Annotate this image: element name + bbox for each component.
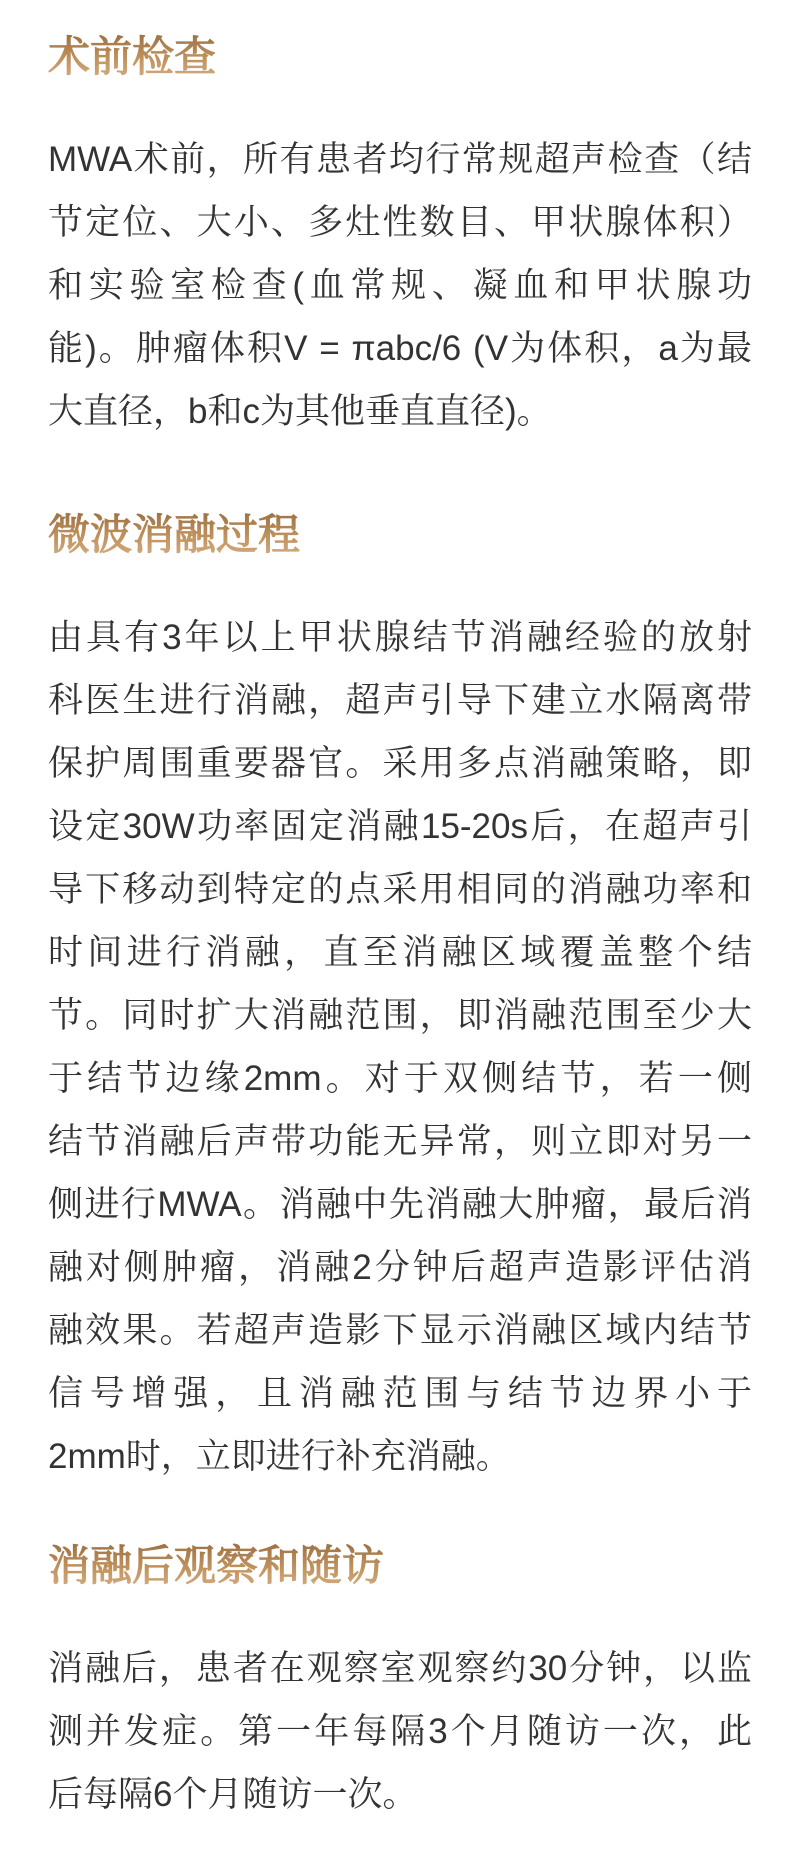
paragraph-line: MWA术前，所有患者均行常规超声检查（结 xyxy=(48,140,752,179)
paragraph-line: 设定30W功率固定消融15-20s后，在超声引 xyxy=(48,807,752,846)
section-paragraph-mwa-process xyxy=(48,606,752,1488)
paragraph-line: 结节消融后声带功能无异常，则立即对另一 xyxy=(48,1122,752,1161)
paragraph-line: 节。同时扩大消融范围，即消融范围至少大 xyxy=(48,996,752,1035)
section-paragraph-post-ablation-followup xyxy=(48,1637,752,1826)
paragraph-line: 大直径，b和c为其他垂直直径)。 xyxy=(48,392,552,431)
paragraph-line: 能)。肿瘤体积V = πabc/6 (V为体积，a为最 xyxy=(48,329,752,368)
paragraph-line: 导下移动到特定的点采用相同的消融功率和 xyxy=(48,870,752,909)
paragraph-line: 于结节边缘2mm。对于双侧结节，若一侧 xyxy=(48,1059,752,1098)
paragraph-line: 侧进行MWA。消融中先消融大肿瘤，最后消 xyxy=(48,1185,752,1224)
paragraph-line: 节定位、大小、多灶性数目、甲状腺体积） xyxy=(48,203,752,242)
paragraph-line: 融对侧肿瘤，消融2分钟后超声造影评估消 xyxy=(48,1248,752,1287)
article-content xyxy=(48,34,752,1826)
section-paragraph-preop-exam xyxy=(48,128,752,443)
paragraph-line: 消融后，患者在观察室观察约30分钟，以监 xyxy=(48,1649,752,1688)
paragraph-line: 时间进行消融，直至消融区域覆盖整个结 xyxy=(48,933,752,972)
paragraph-line: 和实验室检查(血常规、凝血和甲状腺功 xyxy=(48,266,752,305)
paragraph-line: 后每隔6个月随访一次。 xyxy=(48,1775,418,1814)
paragraph-line: 科医生进行消融，超声引导下建立水隔离带 xyxy=(48,681,752,720)
section-heading-preop-exam: 术前检查 xyxy=(48,34,752,82)
paragraph-line: 融效果。若超声造影下显示消融区域内结节 xyxy=(48,1311,752,1350)
paragraph-line: 2mm时，立即进行补充消融。 xyxy=(48,1437,511,1476)
paragraph-line: 信号增强，且消融范围与结节边界小于 xyxy=(48,1374,752,1413)
section-heading-post-ablation-followup: 消融后观察和随访 xyxy=(48,1543,752,1591)
section-heading-mwa-process: 微波消融过程 xyxy=(48,512,752,560)
paragraph-line: 由具有3年以上甲状腺结节消融经验的放射 xyxy=(48,618,752,657)
paragraph-line: 保护周围重要器官。采用多点消融策略，即 xyxy=(48,744,752,783)
paragraph-line: 测并发症。第一年每隔3个月随访一次，此 xyxy=(48,1712,752,1751)
